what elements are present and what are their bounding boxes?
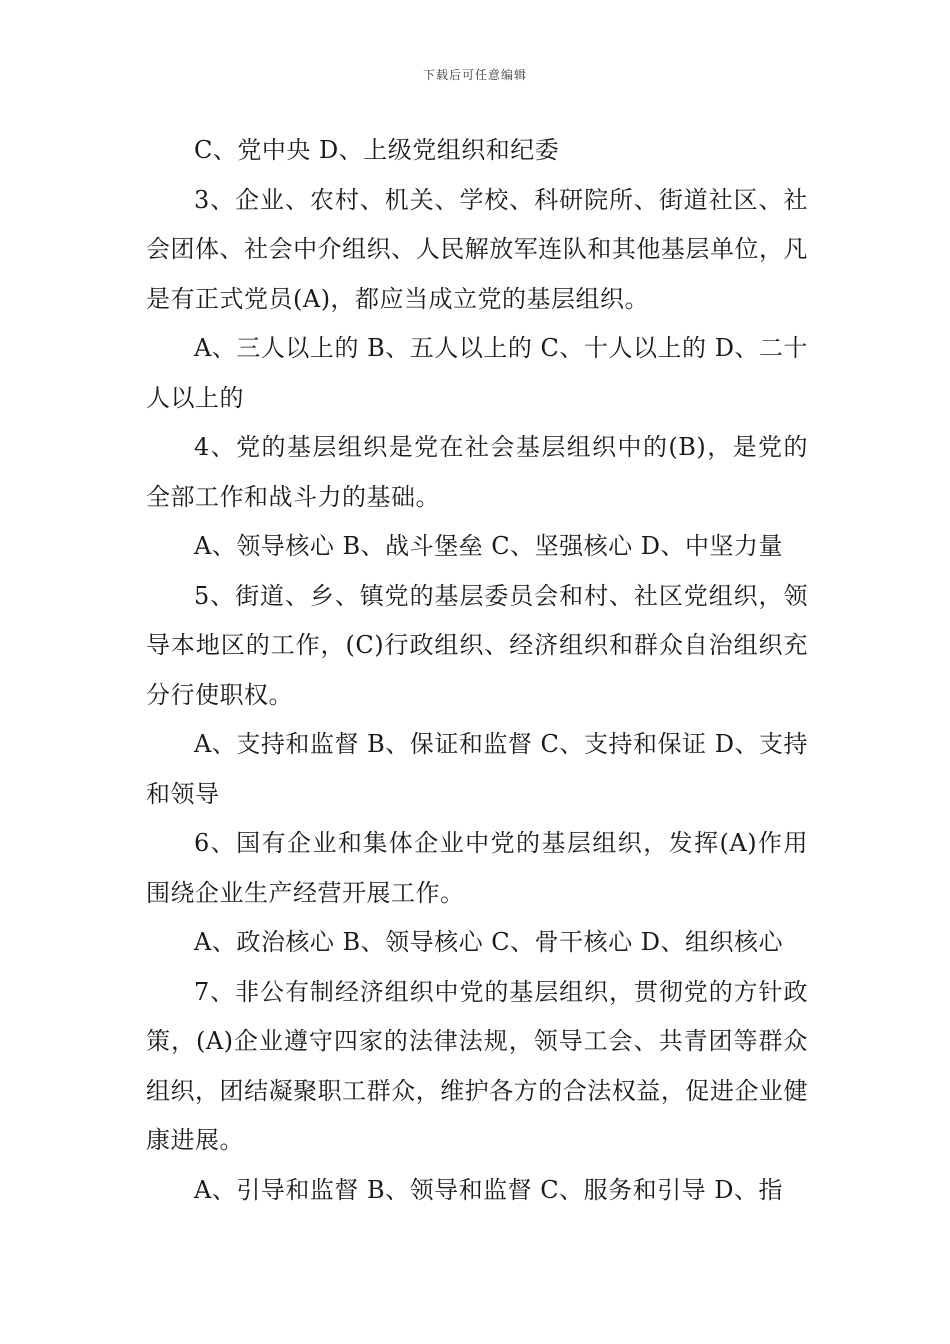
question-3: 3、企业、农村、机关、学校、科研院所、街道社区、社会团体、社会中介组织、人民解放军连队和其他基层单位，凡是有正式党员(A)，都应当成立党的基层组织。	[146, 185, 808, 313]
document-body	[146, 126, 808, 1215]
question-6: 6、国有企业和集体企业中党的基层组织，发挥(A)作用围绕企业生产经营开展工作。	[146, 829, 808, 907]
question-4-options: A、领导核心 B、战斗堡垒 C、坚强核心 D、中坚力量	[194, 532, 783, 560]
question-7: 7、非公有制经济组织中党的基层组织，贯彻党的方针政策，(A)企业遵守四家的法律法规，领导工会、共青团等群众组织，团结凝聚职工群众，维护各方的合法权益，促进企业健康进展。	[146, 977, 808, 1154]
question-3-options: A、三人以上的 B、五人以上的 C、十人以上的 D、二十人以上的	[146, 334, 808, 412]
question-4: 4、党的基层组织是党在社会基层组织中的(B)，是党的全部工作和战斗力的基础。	[146, 433, 808, 511]
question-6-options: A、政治核心 B、领导核心 C、骨干核心 D、组织核心	[194, 928, 783, 956]
question-5-options: A、支持和监督 B、保证和监督 C、支持和保证 D、支持和领导	[146, 730, 808, 808]
answer-options-line: C、党中央 D、上级党组织和纪委	[194, 136, 560, 164]
question-5: 5、街道、乡、镇党的基层委员会和村、社区党组织，领导本地区的工作，(C)行政组织、经济组织和群众自治组织充分行使职权。	[146, 581, 808, 709]
page-header-note: 下载后可任意编辑	[422, 68, 527, 82]
question-7-options: A、引导和监督 B、领导和监督 C、服务和引导 D、指	[194, 1175, 783, 1204]
